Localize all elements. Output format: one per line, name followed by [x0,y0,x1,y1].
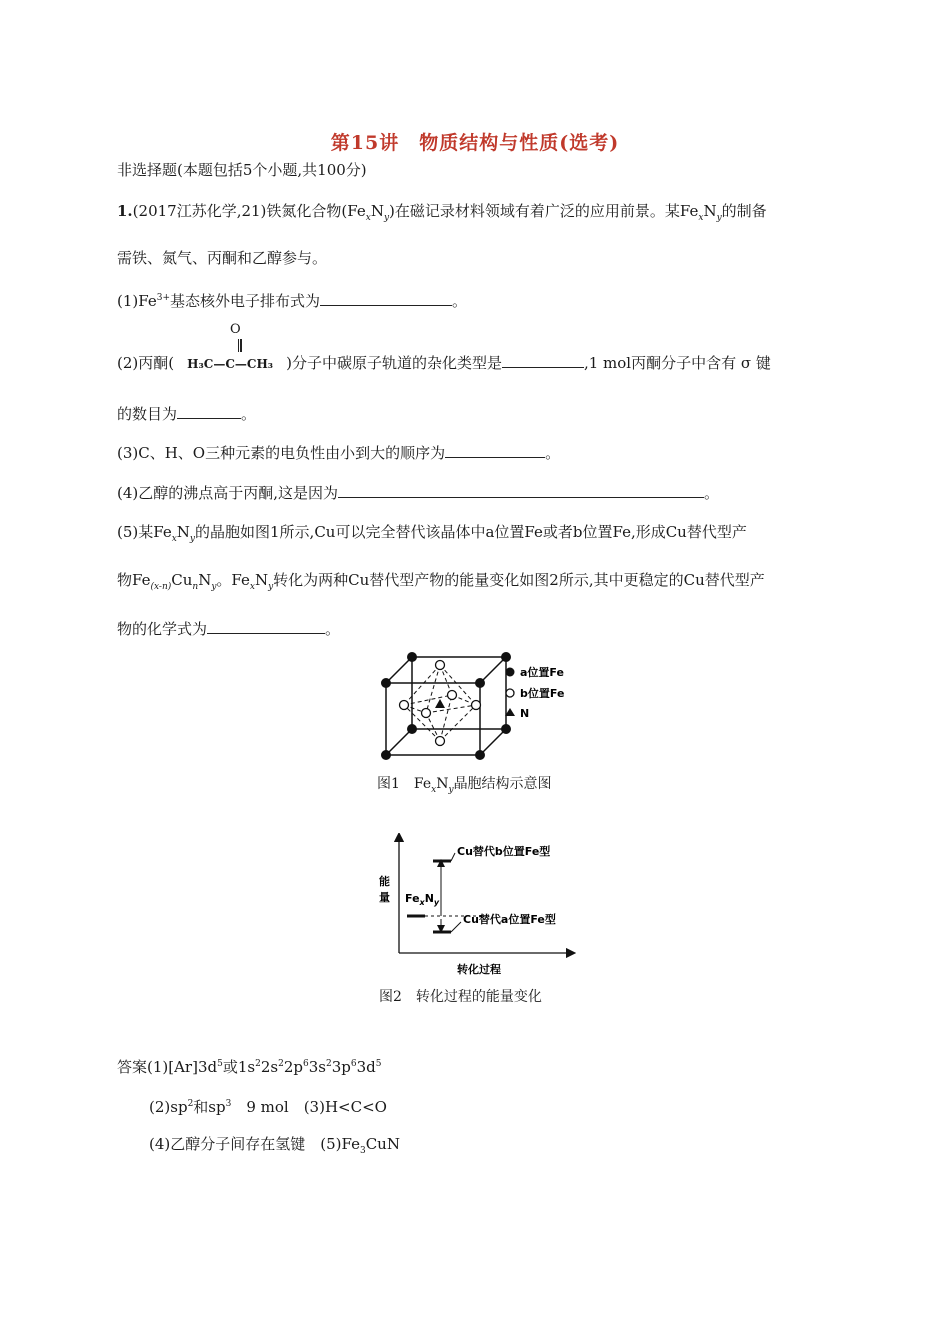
y-axis-label-2: 量 [379,891,390,904]
subquestion-3: (3)C、H、O三种元素的电负性由小到大的顺序为 。 [117,444,561,462]
x-axis-label: 转化过程 [457,963,501,976]
n-atom [435,699,445,708]
legend-a-label: a位置Fe [520,666,564,679]
subquestion-5-line2: 物$Fe_{(x-n)}Cu_nN_y$。$Fe_xN_y$转化为两种Cu替代型产物的能量变化如图2所示,其中更稳定的Cu替代型产 [117,571,765,592]
lower-level-label: Cu替代a位置Fe型 [463,913,556,926]
answer-line-3: (4)乙醇分子间存在氢键 $(5)Fe_3CuN$ [149,1135,400,1156]
upper-leader-line [451,853,455,861]
legend-a-marker [506,668,515,677]
question-1-intro: 1.(2017江苏化学,21)铁氮化合物$(Fe_xN_y)$在磁记录材料领域有着广泛的应用前景。某$Fe_xN_y$的制备 [117,202,767,223]
figure-1-crystal-cell [370,645,600,765]
start-level-label: $Fe_xN_y$ [405,892,440,907]
upper-level-label: Cu替代b位置Fe型 [457,845,551,858]
legend-b-marker [506,689,514,697]
page-title: 第15讲 物质结构与性质(选考) [330,132,620,154]
answer-blank-2b[interactable] [177,404,241,419]
lower-leader-line [451,922,461,932]
subquestion-2-line2: 的数目为 。 [117,405,257,423]
subquestion-2: (2)丙酮( H₃C—C—CH₃ )分子中碳原子轨道的杂化类型是 ,1 mol丙酮分子中含有 σ 键 [117,354,771,372]
question-number: 1. [117,202,133,220]
figure-1-caption: 图1 $Fe_xN_y$晶胞结构示意图 [377,776,552,795]
acetone-structure: H₃C—C—CH₃ [187,357,274,371]
legend-b-label: b位置Fe [520,687,565,700]
y-axis-label-1: 能 [379,875,390,888]
answer-blank-5[interactable] [207,619,325,634]
legend-n-label: N [520,707,530,720]
answer-blank-4[interactable] [338,483,704,498]
figure-2-energy-diagram [375,833,590,978]
answer-line-2: $(2)sp^2$和$sp^3$ 9 mol (3)H<C<O [149,1098,387,1116]
acetone-double-bond [238,339,240,352]
subquestion-4: (4)乙醇的沸点高于丙酮,这是因为 。 [117,484,720,502]
subquestion-5-line3: 物的化学式为 。 [117,620,341,638]
answer-blank-2a[interactable] [502,353,584,368]
subquestion-5: (5)某$Fe_xN_y$的晶胞如图1所示,Cu可以完全替代该晶体中a位置Fe或者b位置Fe,形成Cu替代型产 [117,523,747,544]
answer-blank-1[interactable] [320,291,452,306]
answer-blank-3[interactable] [445,443,545,458]
section-heading: 非选择题(本题包括5个小题,共100分) [117,161,367,179]
acetone-oxygen: O [230,322,241,337]
answer-line-1: 答案$(1)[Ar]3d^5$或$1s^22s^22p^63s^23p^63d^5$ [117,1058,382,1076]
question-1-intro-line2: 需铁、氮气、丙酮和乙醇参与。 [117,249,328,267]
figure-2-caption: 图2 转化过程的能量变化 [379,989,542,1005]
subquestion-1: $(1)Fe^{3+}$基态核外电子排布式为 。 [117,292,468,310]
